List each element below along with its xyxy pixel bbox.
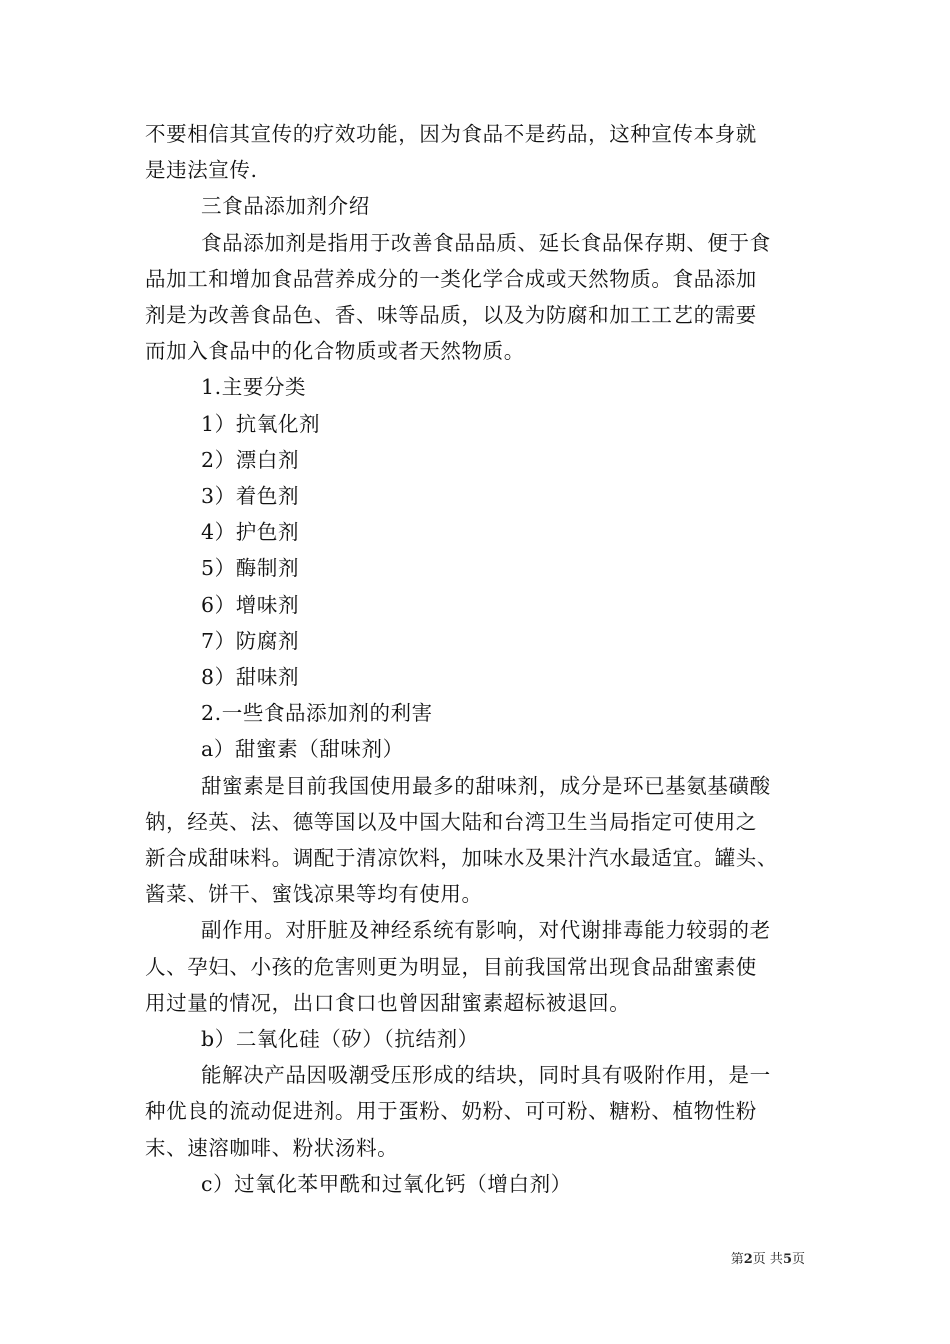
footer-prefix: 第	[730, 1252, 744, 1267]
text-line: 6）增味剂	[201, 592, 300, 617]
text-line: 甜蜜素是目前我国使用最多的甜味剂，成分是环已基氨基磺酸	[201, 773, 771, 798]
footer-suffix: 页	[791, 1252, 805, 1267]
total-page-count: 5	[782, 1252, 792, 1267]
text-line: 4）护色剂	[201, 520, 300, 545]
text-line: 5）酶制剂	[201, 556, 300, 581]
text-line: c）过氧化苯甲酰和过氧化钙（增白剂）	[201, 1171, 572, 1196]
text-line: 剂是为改善食品色、香、味等品质，以及为防腐和加工工艺的需要	[145, 303, 757, 328]
text-line: 能解决产品因吸潮受压形成的结块，同时具有吸附作用，是一	[201, 1063, 771, 1088]
text-line: b）二氧化硅（矽）（抗结剂）	[201, 1027, 479, 1052]
text-line: 用过量的情况，出口食口也曾因甜蜜素超标被退回。	[145, 990, 631, 1015]
text-line: 不要相信其宣传的疗效功能，因为食品不是药品，这种宣传本身就	[145, 122, 757, 146]
text-line: 是违法宣传.	[145, 158, 258, 183]
text-line: 新合成甜味料。调配于清凉饮料，加味水及果汁汽水最适宜。罐头、	[145, 846, 778, 871]
text-line: 食品添加剂是指用于改善食品品质、延长食品保存期、便于食	[201, 230, 771, 255]
text-line: 末、速溶咖啡、粉状汤料。	[145, 1135, 399, 1160]
current-page-number: 2	[743, 1252, 753, 1267]
text-line: 1.主要分类	[201, 375, 307, 400]
text-line: 品加工和增加食品营养成分的一类化学合成或天然物质。食品添加	[145, 266, 757, 291]
text-line: 三食品添加剂介绍	[201, 194, 370, 219]
document-body	[145, 116, 815, 1202]
text-line: 人、孕妇、小孩的危害则更为明显，目前我国常出现食品甜蜜素使	[145, 954, 757, 979]
text-line: 而加入食品中的化合物质或者天然物质。	[145, 339, 525, 364]
text-line: 种优良的流动促进剂。用于蛋粉、奶粉、可可粉、糖粉、植物性粉	[145, 1099, 757, 1124]
text-line: 7）防腐剂	[201, 628, 300, 653]
text-line: 副作用。对肝脏及神经系统有影响，对代谢排毒能力较弱的老	[201, 918, 771, 943]
text-line: 1）抗氧化剂	[201, 411, 321, 436]
text-line: 8）甜味剂	[201, 665, 300, 690]
text-line: 酱菜、饼干、蜜饯凉果等均有使用。	[145, 882, 483, 907]
footer-middle: 页 共	[752, 1252, 783, 1267]
page-footer	[0, 1248, 950, 1267]
text-line: a）甜蜜素（甜味剂）	[201, 737, 404, 762]
text-line: 钠，经英、法、德等国以及中国大陆和台湾卫生当局指定可使用之	[145, 809, 757, 834]
text-line: 2.一些食品添加剂的利害	[201, 701, 433, 726]
text-line: 2）漂白剂	[201, 447, 300, 472]
text-line: 3）着色剂	[201, 484, 300, 509]
